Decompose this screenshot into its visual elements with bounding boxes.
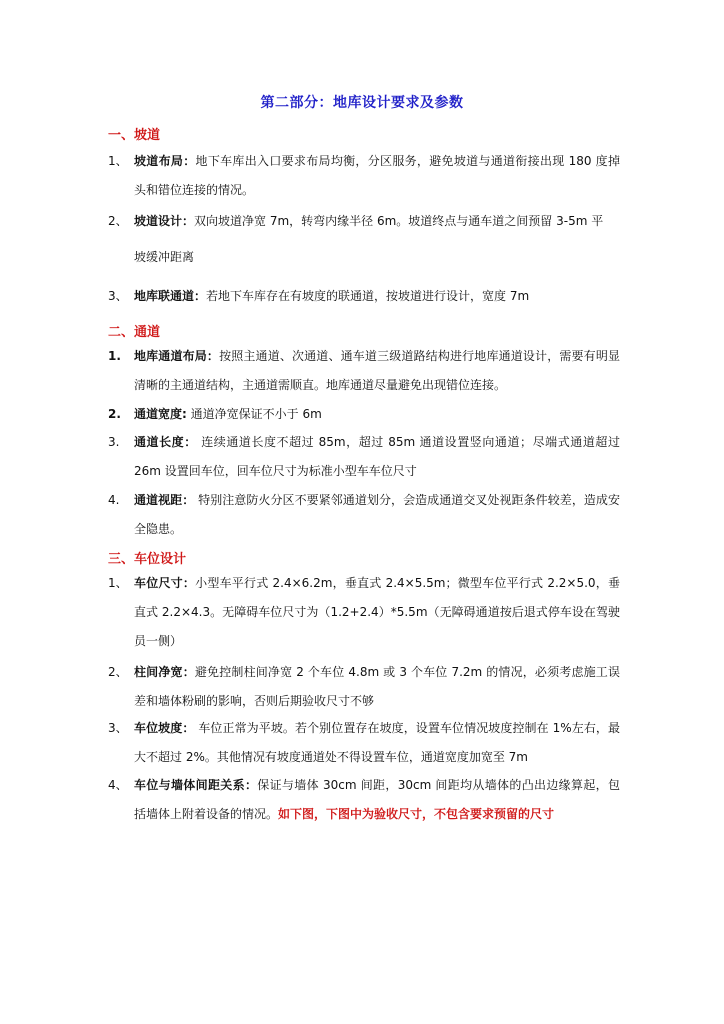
item-number: 2、	[108, 665, 128, 679]
item-label: 坡道布局：	[134, 154, 196, 168]
item-number: 4、	[108, 778, 128, 792]
item-label: 坡道设计：	[134, 214, 195, 228]
item-label: 通道宽度:	[134, 407, 187, 421]
list-item-continuation	[108, 243, 620, 272]
item-label: 车位尺寸：	[134, 576, 196, 590]
item-text: 地下车库出入口要求布局均衡，分区服务，避免坡道与通道衔接出现 180 度掉头和错位连接的情况。	[134, 154, 620, 197]
section-heading-aisle: 二、通道	[108, 325, 161, 340]
item-text: 按照主通道、次通道、通车道三级道路结构进行地库通道设计，需要有明显清晰的主通道结构，主通道需顺直。地库通道尽量避免出现错位连接。	[134, 349, 620, 392]
item-number: 2.	[108, 407, 121, 421]
item-text: 特别注意防火分区不要紧邻通道划分，会造成通道交叉处视距条件较差，造成安全隐患。	[134, 493, 620, 536]
item-text: 坡缓冲距离	[134, 250, 195, 264]
item-number: 3.	[108, 435, 120, 449]
item-number: 3、	[108, 289, 128, 303]
page-title: 第二部分：地库设计要求及参数	[260, 95, 464, 111]
note-red-text: 如下图，下图中为验收尺寸，不包含要求预留的尺寸	[278, 807, 555, 821]
list-item	[108, 400, 620, 429]
section-heading-parking: 三、车位设计	[108, 552, 187, 567]
item-text: 连续通道长度不超过 85m，超过 85m 通道设置竖向通道；尽端式通道超过 26m 设置回车位，回车位尺寸为标准小型车车位尺寸	[134, 435, 620, 478]
item-label: 地库联通道：	[134, 289, 207, 303]
list-item	[108, 771, 620, 829]
list-item	[108, 569, 620, 656]
item-label: 车位坡度：	[134, 721, 195, 735]
item-label: 柱间净宽：	[134, 665, 195, 679]
item-text: 保证与墙体 30cm 间距，30cm 间距均从墙体的凸出边缘算起，包括墙体上附着设备的情况。	[134, 778, 620, 821]
item-number: 4.	[108, 493, 120, 507]
item-number: 3、	[108, 721, 128, 735]
item-text: 车位正常为平坡。若个别位置存在坡度，设置车位情况坡度控制在 1%左右，最大不超过 2%。其他情况有坡度通道处不得设置车位，通道宽度加宽至 7m	[134, 721, 620, 764]
item-label: 地库通道布局：	[134, 349, 220, 363]
list-item	[108, 147, 620, 205]
item-text: 若地下车库存在有坡度的联通道，按坡道进行设计，宽度 7m	[206, 289, 530, 303]
list-item	[108, 658, 620, 716]
section-heading-ramp: 一、坡道	[108, 128, 161, 143]
item-label: 通道长度：	[134, 435, 197, 449]
list-item	[108, 207, 620, 236]
item-text: 通道净宽保证不小于 6m	[186, 407, 322, 421]
list-item	[108, 282, 620, 311]
item-number: 1、	[108, 576, 128, 590]
list-item	[108, 714, 620, 772]
list-item	[108, 428, 620, 486]
item-label: 车位与墙体间距关系：	[134, 778, 258, 792]
item-text: 避免控制柱间净宽 2 个车位 4.8m 或 3 个车位 7.2m 的情况，必须考虑施工误差和墙体粉刷的影响，否则后期验收尺寸不够	[134, 665, 620, 708]
item-label: 通道视距：	[134, 493, 195, 507]
item-number: 1.	[108, 349, 121, 363]
item-text: 小型车平行式 2.4×6.2m，垂直式 2.4×5.5m；微型车位平行式 2.2×5.0，垂直式 2.2×4.3。无障碍车位尺寸为（1.2+2.4）*5.5m（无障碍通道按后退式停车设在驾驶员一侧）	[134, 576, 620, 648]
list-item	[108, 486, 620, 544]
item-text: 双向坡道净宽 7m，转弯内缘半径 6m。坡道终点与通车道之间预留 3-5m 平	[194, 214, 604, 228]
item-number: 1、	[108, 154, 128, 168]
item-number: 2、	[108, 214, 128, 228]
list-item	[108, 342, 620, 400]
